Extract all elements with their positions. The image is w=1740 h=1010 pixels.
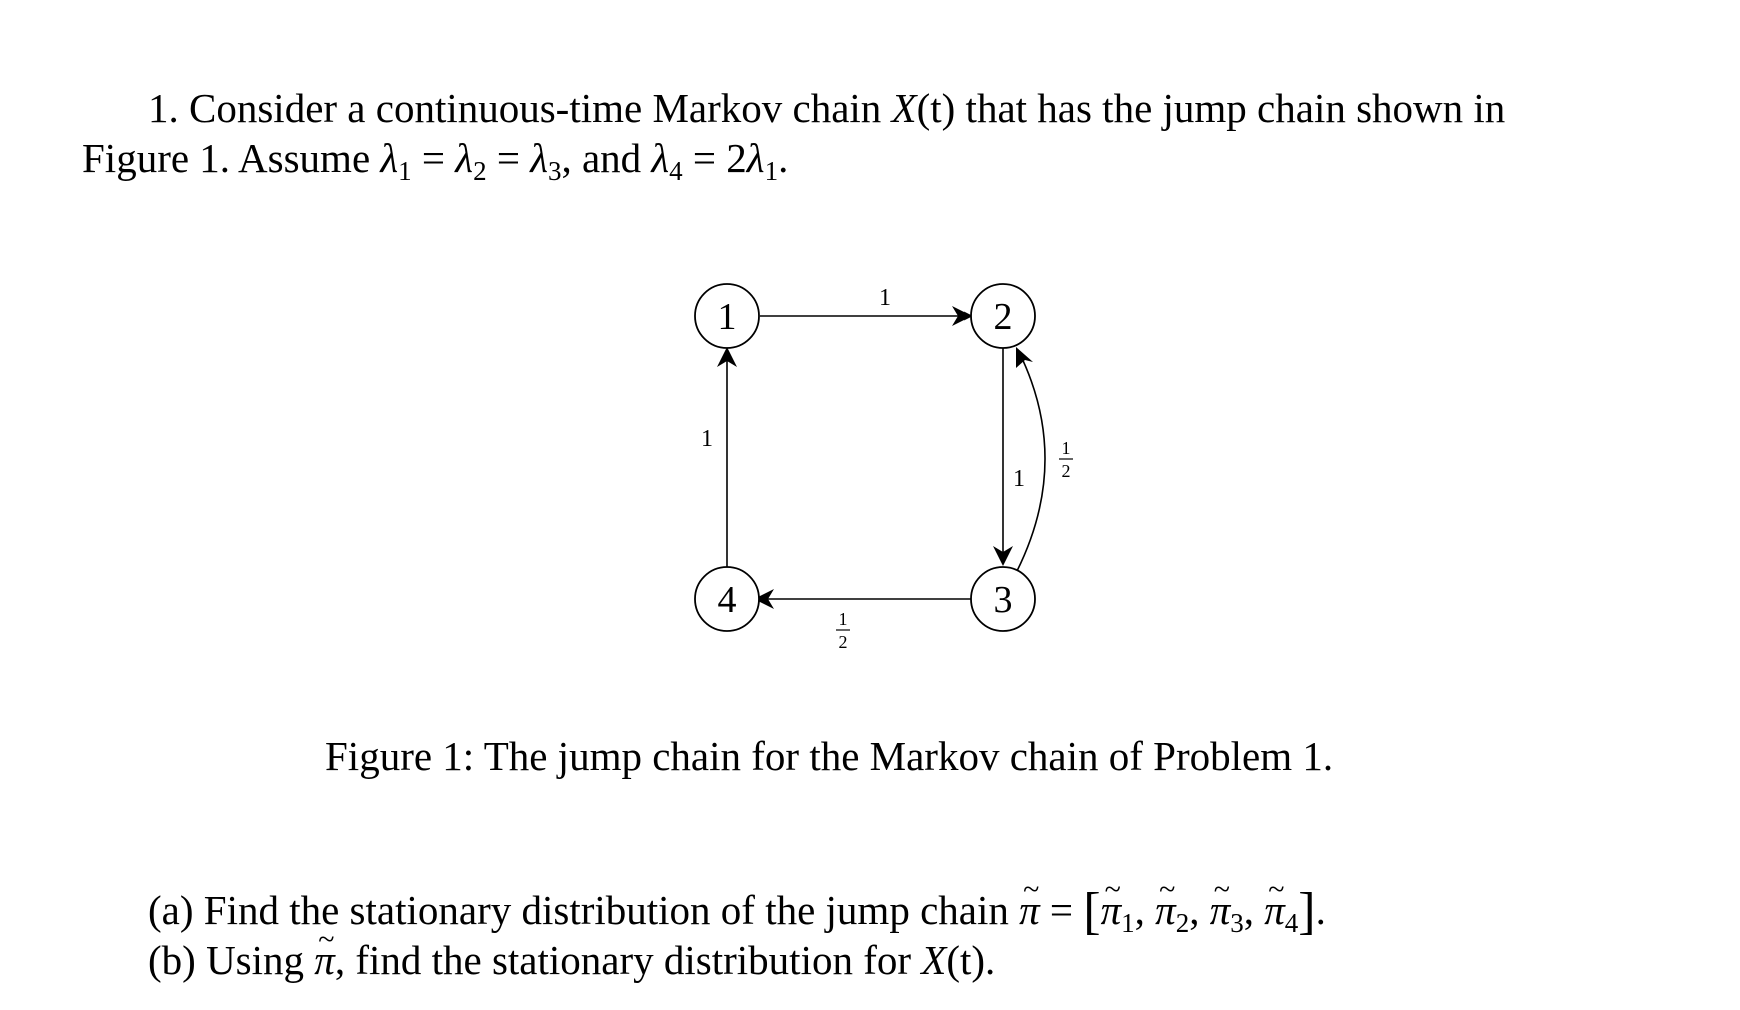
period: . [778,135,789,181]
node-1 [695,284,759,348]
part-a-period: . [1315,887,1326,933]
problem-text-1b: that has the jump chain shown in [965,85,1506,131]
lambda-3: λ [530,135,548,181]
part-b-process-symbol: X [921,937,947,983]
pi-tilde-3: ~ π [1210,886,1231,934]
eq-2: = [486,135,531,181]
eq-1: = [411,135,456,181]
problem-text-2a: Figure 1. Assume [82,135,371,181]
pi-tilde-b: ~ π [314,936,335,984]
node-3 [971,567,1035,631]
lambda-3-sub: 3 [547,156,562,186]
edge-4-to-1-label: 1 [701,426,713,452]
part-a-text: Find the stationary distribution of the jump chain [203,887,1009,933]
edge-3-to-2-label-den: 2 [1061,461,1071,481]
pi-tilde-3-sub: 3 [1230,908,1244,938]
edge-2-to-3-label: 1 [1013,466,1025,492]
part-b-period: . [985,937,996,983]
figure-caption: Figure 1: The jump chain for the Markov chain of Problem 1. [325,733,1334,779]
pi-tilde-1: ~ π [1101,886,1122,934]
lambda-1: λ [380,135,399,181]
pi-tilde-2: ~ π [1155,886,1176,934]
node-2-label: 2 [993,296,1013,338]
node-2 [971,284,1035,348]
eq-3: = [682,135,727,181]
lambda-2-sub: 2 [473,156,487,186]
part-b-text-2: , find the stationary distribution for [334,937,912,983]
node-3-label: 3 [993,579,1013,621]
node-4-label: 4 [717,579,737,621]
two: 2 [726,135,747,181]
part-a-label: (a) [148,887,194,933]
edge-3-to-4-label-den: 2 [838,632,848,652]
process-arg: (t) [916,85,956,131]
pi-tilde: ~ π [1019,886,1040,934]
lambda-5-sub: 1 [764,156,779,186]
node-4 [695,567,759,631]
part-a: (a) Find the stationary distribution of the jump chain ~ π = [~ $\pi_1$, ~ $\pi_2$, ~ $\pi_3$, ~ $\pi_4$]. [148,886,1326,934]
comma-and: , and [561,135,642,181]
problem-text-1a: Consider a continuous-time Markov chain [189,85,882,131]
node-1-label: 1 [717,296,737,338]
lambda-1-sub: 1 [398,156,412,186]
problem-number: 1. [148,85,179,131]
edge-3-to-4-label [836,609,850,652]
part-b [148,936,995,984]
process-symbol: X [891,85,917,131]
pi-tilde-2-sub: 2 [1175,908,1190,938]
edge-3-to-4-label-num: 1 [838,609,848,629]
lambda-2: λ [455,135,474,181]
edge-3-to-2-label-num: 1 [1061,438,1071,458]
part-b-text-1: Using [206,937,305,983]
edge-1-to-2-label: 1 [879,285,891,311]
lambda-5: λ [746,135,765,181]
pi-tilde-4-sub: 4 [1284,908,1299,938]
pi-tilde-1-sub: 1 [1121,908,1135,938]
edge-3-to-2-label [1059,438,1073,481]
part-b-label: (b) [148,937,196,983]
pi-tilde-4: ~ π [1264,886,1285,934]
part-b-process-arg: (t) [946,937,986,983]
lambda-4-sub: 4 [669,156,683,186]
lambda-4: λ [651,135,670,181]
edge-3-to-2 [1017,352,1045,571]
